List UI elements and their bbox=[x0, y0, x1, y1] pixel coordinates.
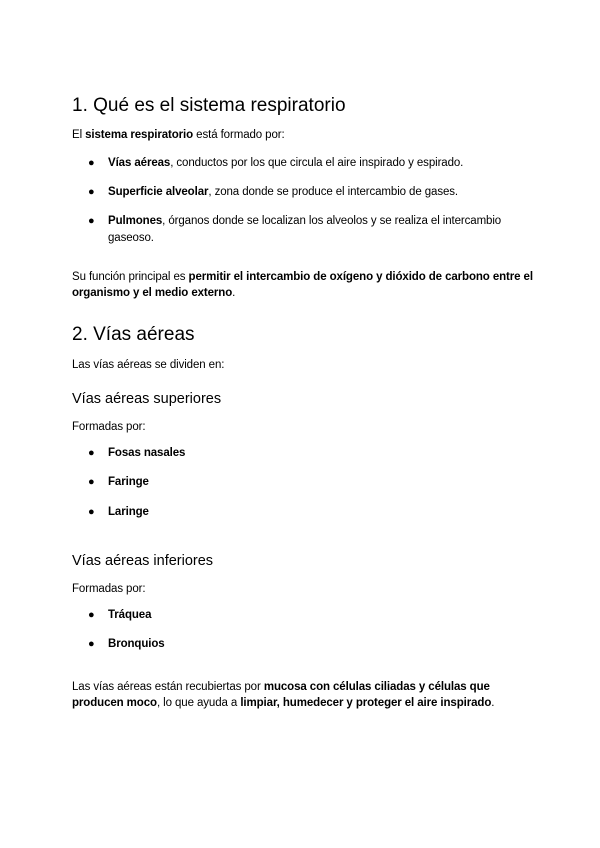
list-item bbox=[88, 184, 538, 200]
intro-text-pre: El bbox=[72, 129, 86, 141]
list-item-text: Bronquios bbox=[108, 638, 165, 650]
list-item-bold: Superficie alveolar bbox=[108, 186, 209, 198]
list-item-text: Fosas nasales bbox=[108, 447, 186, 459]
list-item-text-line2: gaseoso. bbox=[108, 232, 154, 244]
list-item-rest: , zona donde se produce el intercambio de gases. bbox=[208, 186, 459, 198]
function-text-pre: Su función principal es bbox=[72, 271, 189, 283]
list-item bbox=[88, 504, 388, 520]
list-item bbox=[88, 155, 538, 171]
list-item-bold: Pulmones bbox=[108, 215, 163, 227]
list-item-text bbox=[108, 155, 463, 171]
closing-text-bold-2: limpiar, humedecer y proteger el aire inspirado bbox=[240, 697, 492, 709]
bullet-icon: ● bbox=[88, 476, 95, 488]
function-paragraph-line2 bbox=[72, 285, 235, 301]
list-item bbox=[88, 445, 388, 461]
section-1-intro bbox=[72, 127, 285, 143]
list-item-text bbox=[108, 184, 458, 200]
superiores-title: Vías aéreas superiores bbox=[72, 391, 222, 407]
list-item bbox=[88, 474, 388, 490]
function-text-post: . bbox=[232, 287, 236, 299]
list-item-text: Faringe bbox=[108, 476, 149, 488]
closing-text-mid: , lo que ayuda a bbox=[156, 697, 241, 709]
closing-paragraph-line2 bbox=[72, 695, 494, 711]
inferiores-title: Vías aéreas inferiores bbox=[72, 553, 214, 569]
bullet-icon: ● bbox=[88, 506, 95, 518]
list-item-text bbox=[108, 213, 501, 229]
list-item-text: Laringe bbox=[108, 506, 149, 518]
list-item-rest: , órganos donde se localizan los alveolos y se realiza el intercambio bbox=[162, 215, 502, 227]
closing-paragraph-line1 bbox=[72, 679, 490, 695]
bullet-icon: ● bbox=[88, 609, 95, 621]
list-item bbox=[88, 636, 388, 652]
closing-text-pre: Las vías aéreas están recubiertas por bbox=[72, 681, 264, 693]
section-2-title: 2. Vías aéreas bbox=[72, 324, 195, 345]
bullet-icon: ● bbox=[88, 215, 95, 227]
closing-text-post: . bbox=[491, 697, 495, 709]
intro-text-post: está formado por: bbox=[193, 129, 285, 141]
section-2-intro: Las vías aéreas se dividen en: bbox=[72, 359, 225, 371]
list-item-text: Tráquea bbox=[108, 609, 152, 621]
bullet-icon: ● bbox=[88, 638, 95, 650]
bullet-icon: ● bbox=[88, 157, 95, 169]
inferiores-intro: Formadas por: bbox=[72, 583, 146, 595]
section-1-title: 1. Qué es el sistema respiratorio bbox=[72, 95, 346, 116]
function-text-bold: permitir el intercambio de oxígeno y dióxido de carbono entre el bbox=[188, 271, 533, 283]
list-item-bold: Vías aéreas bbox=[108, 157, 171, 169]
list-item bbox=[88, 607, 388, 623]
function-text-bold-2: organismo y el medio externo bbox=[72, 287, 233, 299]
closing-text-bold-1: mucosa con células ciliadas y células que bbox=[263, 681, 490, 693]
superiores-intro: Formadas por: bbox=[72, 421, 146, 433]
bullet-icon: ● bbox=[88, 186, 95, 198]
closing-text-bold-1b: producen moco bbox=[72, 697, 157, 709]
intro-text-bold: sistema respiratorio bbox=[85, 129, 194, 141]
list-item bbox=[88, 213, 538, 247]
list-item-rest: , conductos por los que circula el aire inspirado y espirado. bbox=[170, 157, 464, 169]
function-paragraph-line1 bbox=[72, 269, 533, 285]
bullet-icon: ● bbox=[88, 447, 95, 459]
